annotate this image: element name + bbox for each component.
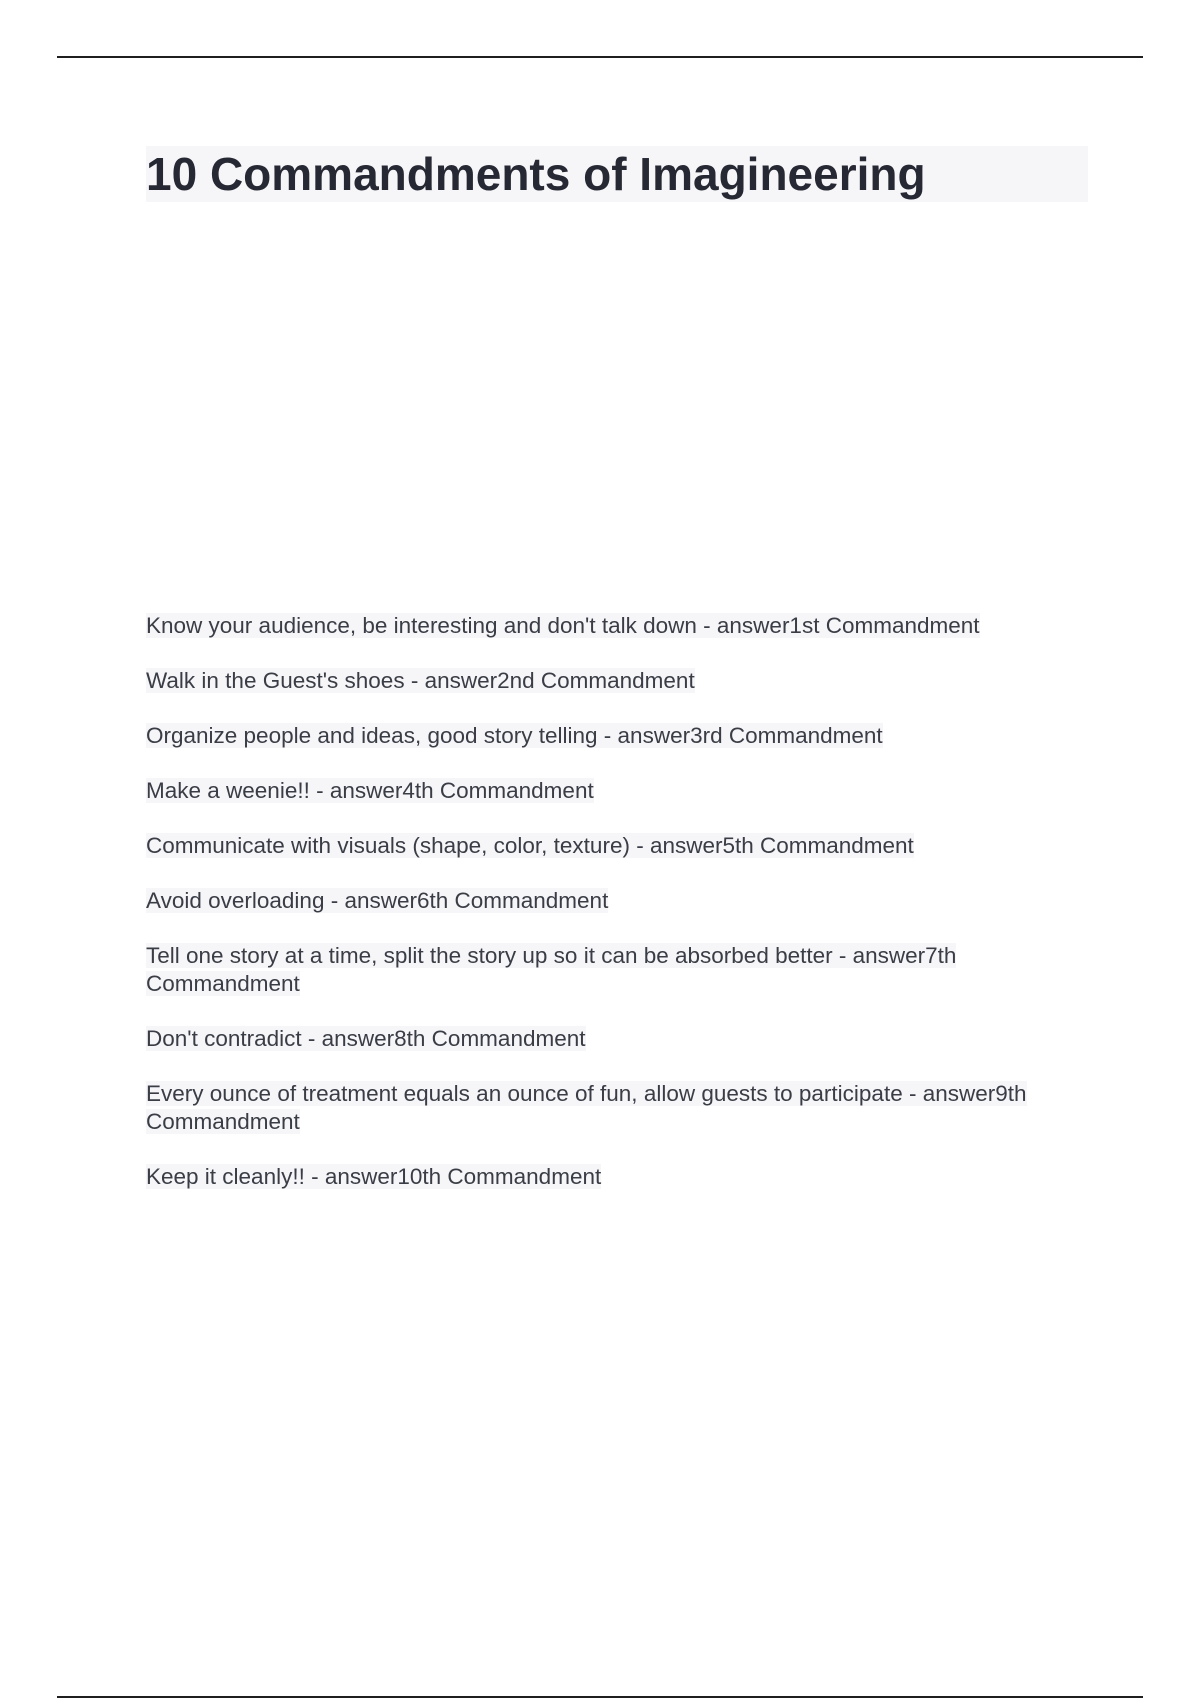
list-item <box>146 612 1046 640</box>
page-title: 10 Commandments of Imagineering <box>146 148 926 200</box>
commandment-text: Walk in the Guest's shoes - answer2nd Commandment <box>146 668 695 693</box>
commandment-text: Keep it cleanly!! - answer10th Commandment <box>146 1164 602 1189</box>
bottom-rule <box>57 1696 1143 1698</box>
commandment-text: Organize people and ideas, good story telling - answer3rd Commandment <box>146 723 883 748</box>
list-item <box>146 667 1046 695</box>
top-rule <box>57 56 1143 58</box>
list-item <box>146 942 1046 998</box>
commandment-text: Every ounce of treatment equals an ounce of fun, allow guests to participate - answer9th Commandment <box>146 1081 1027 1134</box>
list-item <box>146 722 1046 750</box>
list-item <box>146 887 1046 915</box>
list-item <box>146 1163 1046 1191</box>
list-item <box>146 1025 1046 1053</box>
list-item <box>146 1080 1046 1136</box>
commandment-list <box>146 612 1046 1218</box>
list-item <box>146 832 1046 860</box>
commandment-text: Avoid overloading - answer6th Commandment <box>146 888 609 913</box>
list-item <box>146 777 1046 805</box>
commandment-text: Make a weenie!! - answer4th Commandment <box>146 778 594 803</box>
commandment-text: Don't contradict - answer8th Commandment <box>146 1026 586 1051</box>
commandment-text: Tell one story at a time, split the story up so it can be absorbed better - answer7th Commandment <box>146 943 957 996</box>
commandment-text: Communicate with visuals (shape, color, texture) - answer5th Commandment <box>146 833 914 858</box>
commandment-text: Know your audience, be interesting and don't talk down - answer1st Commandment <box>146 613 980 638</box>
